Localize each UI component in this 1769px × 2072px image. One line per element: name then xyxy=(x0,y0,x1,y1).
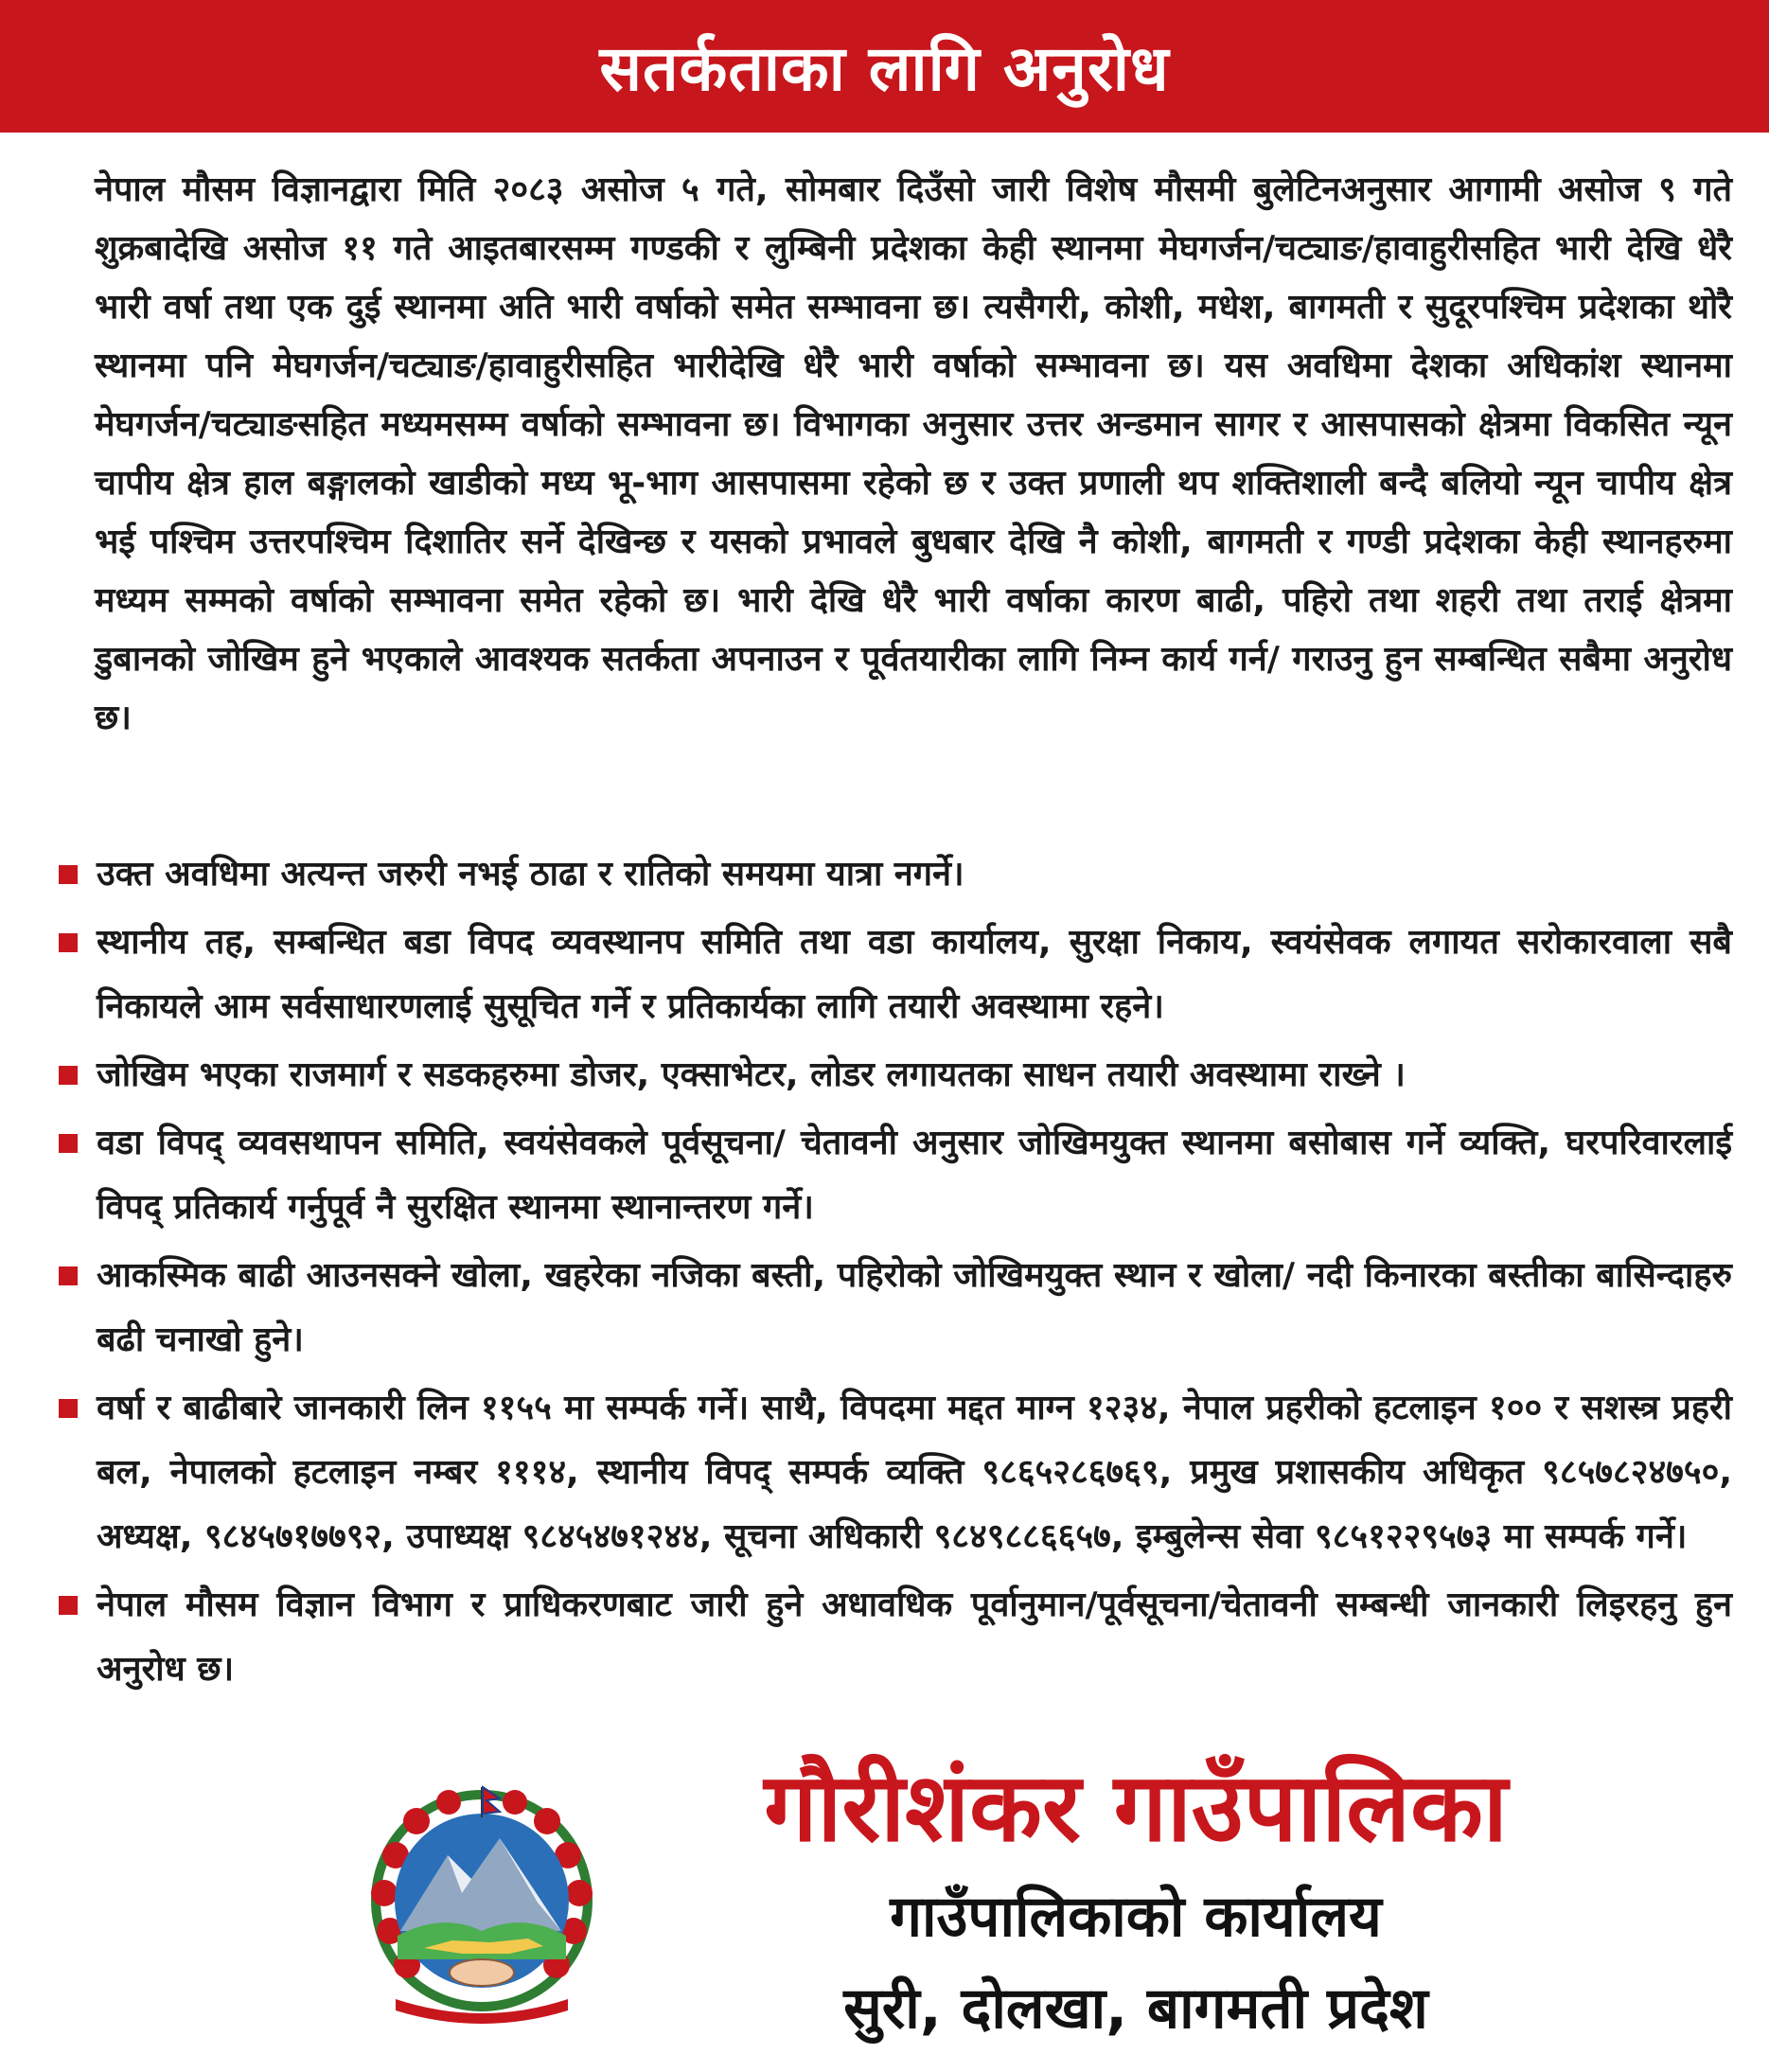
office-name: गाउँपालिकाको कार्यालय xyxy=(890,1884,1382,1950)
list-item-text: स्थानीय तह, सम्बन्धित बडा विपद व्यवस्थानप समिति तथा वडा कार्यालय, सुरक्षा निकाय, स्वयंसेवक लगायत सरोकारवाला सबै निकायले आम सर्वसाधारणलाई सुसूचित गर्ने र प्रतिकार्यका लागि तयारी अवस्थामा रहने। xyxy=(97,923,1732,1026)
square-bullet-icon xyxy=(59,1596,78,1615)
square-bullet-icon xyxy=(59,1399,78,1418)
nepal-government-emblem-icon xyxy=(358,1780,606,2028)
list-item-text: आकस्मिक बाढी आउनसक्ने खोला, खहरेका नजिका बस्ती, पहिरोको जोखिमयुक्त स्थान र खोला/ नदी किनारका बस्तीका बासिन्दाहरु बढी चनाखो हुने। xyxy=(97,1256,1732,1359)
intro-paragraph: नेपाल मौसम विज्ञानद्वारा मिति २०८३ असोज ५ गते, सोमबार दिउँसो जारी विशेष मौसमी बुलेटिनअनुसार आगामी असोज ९ गते शुक्रबादेखि असोज ११ गते आइतबारसम्म गण्डकी र लुम्बिनी प्रदेशका केही स्थानमा मेघगर्जन/चट्याङ/हावाहुरीसहित भारी देखि धेरै भारी वर्षा तथा एक दुई स्थानमा अति भारी वर्षाको समेत सम्भावना छ। त्यसैगरी, कोशी, मधेश, बागमती र सुदूरपश्चिम प्रदेशका थोरै स्थानमा पनि मेघगर्जन/चट्याङ/हावाहुरीसहित भारीदेखि धेरै भारी वर्षाको सम्भावना छ। यस अवधिमा देशका अधिकांश स्थानमा मेघगर्जन/चट्याङसहित मध्यमसम्म वर्षाको सम्भावना छ। विभागका अनुसार उत्तर अन्डमान सागर र आसपासको क्षेत्रमा विकसित न्यून चापीय क्षेत्र हाल बङ्गालको खाडीको मध्य भू-भाग आसपासमा रहेको छ र उक्त प्रणाली थप शक्तिशाली बन्दै बलियो न्यून चापीय क्षेत्र भई पश्चिम उत्तरपश्चिम दिशातिर सर्ने देखिन्छ र यसको प्रभावले बुधबार देखि नै कोशी, बागमती र गण्डी प्रदेशका केही स्थानहरुमा मध्यम सम्मको वर्षाको सम्भावना समेत रहेको छ। भारी देखि धेरै भारी वर्षाका कारण बाढी, पहिरो तथा शहरी तथा तराई क्षेत्रमा डुबानको जोखिम हुने भएकाले आवश्यक सतर्कता अपनाउन र पूर्वतयारीका लागि निम्न कार्य गर्न/ गराउनु हुन सम्बन्धित सबैमा अनुरोध छ। xyxy=(95,170,1732,737)
instruction-list xyxy=(59,842,1732,1706)
list-item xyxy=(59,1376,1732,1569)
list-item xyxy=(59,1111,1732,1240)
header-banner xyxy=(0,0,1769,133)
square-bullet-icon xyxy=(59,865,78,884)
square-bullet-icon xyxy=(59,1066,78,1085)
list-item-text: जोखिम भएका राजमार्ग र सडकहरुमा डोजर, एक्साभेटर, लोडर लगायतका साधन तयारी अवस्थामा राख्ने । xyxy=(97,1055,1406,1094)
list-item-text: नेपाल मौसम विज्ञान विभाग र प्राधिकरणबाट जारी हुने अधावधिक पूर्वानुमान/पूर्वसूचना/चेतावनी सम्बन्धी जानकारी लिइरहनु हुन अनुरोध छ। xyxy=(97,1585,1732,1689)
page-title: सतर्कताका लागि अनुरोध xyxy=(599,32,1170,105)
list-item-text: वर्षा र बाढीबारे जानकारी लिन ११५५ मा सम्पर्क गर्ने। साथै, विपदमा मद्दत माग्न १२३४, नेपाल प्रहरीको हटलाइन १०० र सशस्त्र प्रहरी बल, नेपालको हटलाइन नम्बर १११४, स्थानीय विपद् सम्पर्क व्यक्ति ९८६५२८६७६९, प्रमुख प्रशासकीय अधिकृत ९८५७८२४७५०, अध्यक्ष, ९८४५७१७७९२, उपाध्यक्ष ९८४५४७१२४४, सूचना अधिकारी ९८४९८८६६५७, इम्बुलेन्स सेवा ९८५१२२९५७३ मा सम्पर्क गर्ने। xyxy=(97,1389,1732,1556)
office-address: सुरी, दोलखा, बागमती प्रदेश xyxy=(843,1975,1428,2042)
list-item xyxy=(59,1043,1732,1107)
square-bullet-icon xyxy=(59,1266,78,1285)
list-item-text: उक्त अवधिमा अत्यन्त जरुरी नभई ठाढा र रातिको समयमा यात्रा नगर्ने। xyxy=(97,855,964,894)
list-item xyxy=(59,842,1732,907)
list-item xyxy=(59,911,1732,1039)
list-item xyxy=(59,1244,1732,1372)
list-item xyxy=(59,1573,1732,1702)
list-item-text: वडा विपद् व्यवसथापन समिति, स्वयंसेवकले पूर्वसूचना/ चेतावनी अनुसार जोखिमयुक्त स्थानमा बसोबास गर्ने व्यक्ति, घरपरिवारलाई विपद् प्रतिकार्य गर्नुपूर्व नै सुरक्षित स्थानमा स्थानान्तरण गर्ने। xyxy=(97,1124,1732,1227)
organization-name: गौरीशंकर गाउँपालिका xyxy=(764,1752,1508,1863)
square-bullet-icon xyxy=(59,933,78,952)
square-bullet-icon xyxy=(59,1134,78,1153)
